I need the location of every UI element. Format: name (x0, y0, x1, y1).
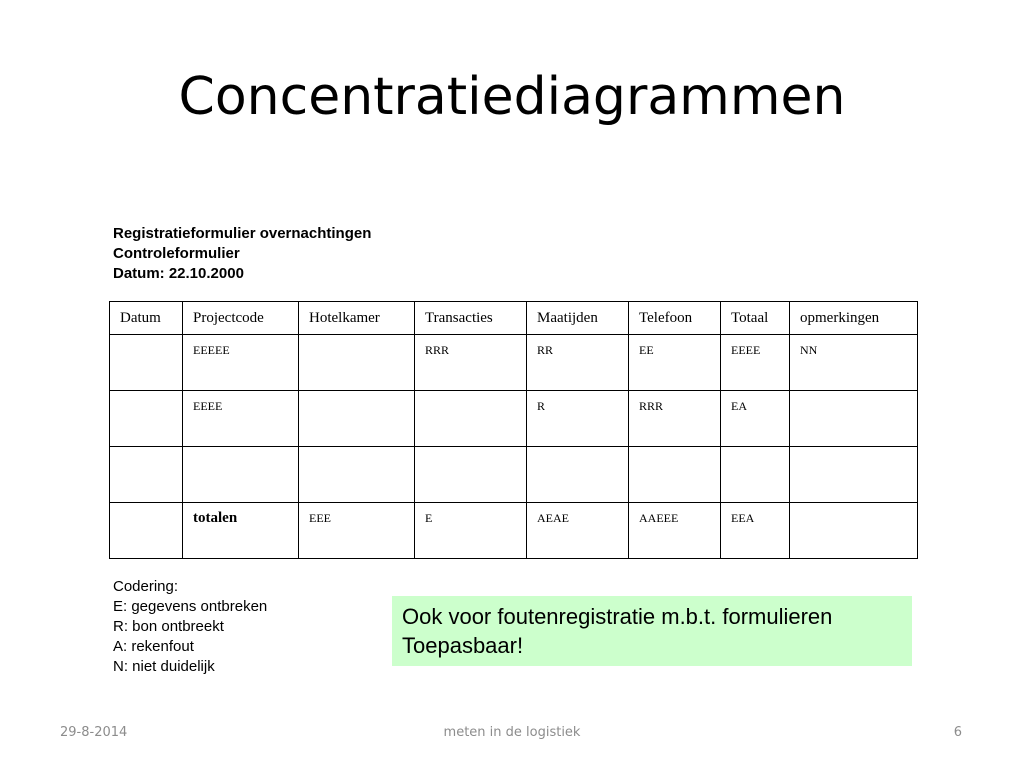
coding-item: N: niet duidelijk (113, 658, 215, 675)
table-cell: EA (721, 391, 790, 447)
table-cell: RR (527, 335, 629, 391)
table-cell: NN (790, 335, 918, 391)
coding-item: A: rekenfout (113, 638, 194, 655)
table-totals-row (110, 503, 918, 559)
table-header-row (110, 302, 918, 335)
table-cell: EEE (299, 503, 415, 559)
note-box (392, 596, 912, 666)
totals-label: totalen (183, 503, 299, 559)
table-cell (790, 447, 918, 503)
coding-title: Codering: (113, 578, 179, 595)
column-header-maatijden: Maatijden (527, 302, 629, 335)
registration-table (109, 301, 918, 559)
table-cell (183, 447, 299, 503)
table-cell: AEAE (527, 503, 629, 559)
table-cell (790, 503, 918, 559)
column-header-totaal: Totaal (721, 302, 790, 335)
column-header-opmerkingen: opmerkingen (790, 302, 918, 335)
coding-item: R: bon ontbreekt (113, 618, 224, 635)
column-header-hotelkamer: Hotelkamer (299, 302, 415, 335)
footer-title: meten in de logistiek (443, 725, 581, 740)
table-cell (299, 447, 415, 503)
note-line: Ook voor foutenregistratie m.b.t. formulieren (402, 604, 833, 629)
table-cell: EEEEE (183, 335, 299, 391)
table-cell: RRR (629, 391, 721, 447)
form-header-date: Datum: 22.10.2000 (113, 265, 244, 282)
coding-legend (113, 577, 267, 677)
table-cell (110, 503, 183, 559)
table-row (110, 447, 918, 503)
column-header-projectcode: Projectcode (183, 302, 299, 335)
column-header-transacties: Transacties (415, 302, 527, 335)
table-cell: E (415, 503, 527, 559)
note-line: Toepasbaar! (402, 633, 524, 658)
table-cell (299, 391, 415, 447)
table-cell: AAEEE (629, 503, 721, 559)
table-cell (110, 391, 183, 447)
footer-page-number: 6 (953, 725, 962, 740)
table-cell (527, 447, 629, 503)
form-header-subtitle: Controleformulier (113, 245, 240, 262)
column-header-datum: Datum (110, 302, 183, 335)
table-cell: EEEE (183, 391, 299, 447)
form-header-title: Registratieformulier overnachtingen (113, 225, 372, 242)
table-cell (721, 447, 790, 503)
table-cell: RRR (415, 335, 527, 391)
form-header (113, 224, 371, 284)
table-cell (415, 447, 527, 503)
table-cell (110, 335, 183, 391)
footer-date: 29-8-2014 (60, 725, 128, 740)
table-cell: EE (629, 335, 721, 391)
table-cell (110, 447, 183, 503)
table-cell (299, 335, 415, 391)
table-cell (415, 391, 527, 447)
table-cell: EEA (721, 503, 790, 559)
table-cell (790, 391, 918, 447)
table-row (110, 335, 918, 391)
table-row (110, 391, 918, 447)
table-cell: R (527, 391, 629, 447)
table-cell: EEEE (721, 335, 790, 391)
slide-title: Concentratiediagrammen (178, 67, 846, 127)
coding-item: E: gegevens ontbreken (113, 598, 268, 615)
table-cell (629, 447, 721, 503)
column-header-telefoon: Telefoon (629, 302, 721, 335)
